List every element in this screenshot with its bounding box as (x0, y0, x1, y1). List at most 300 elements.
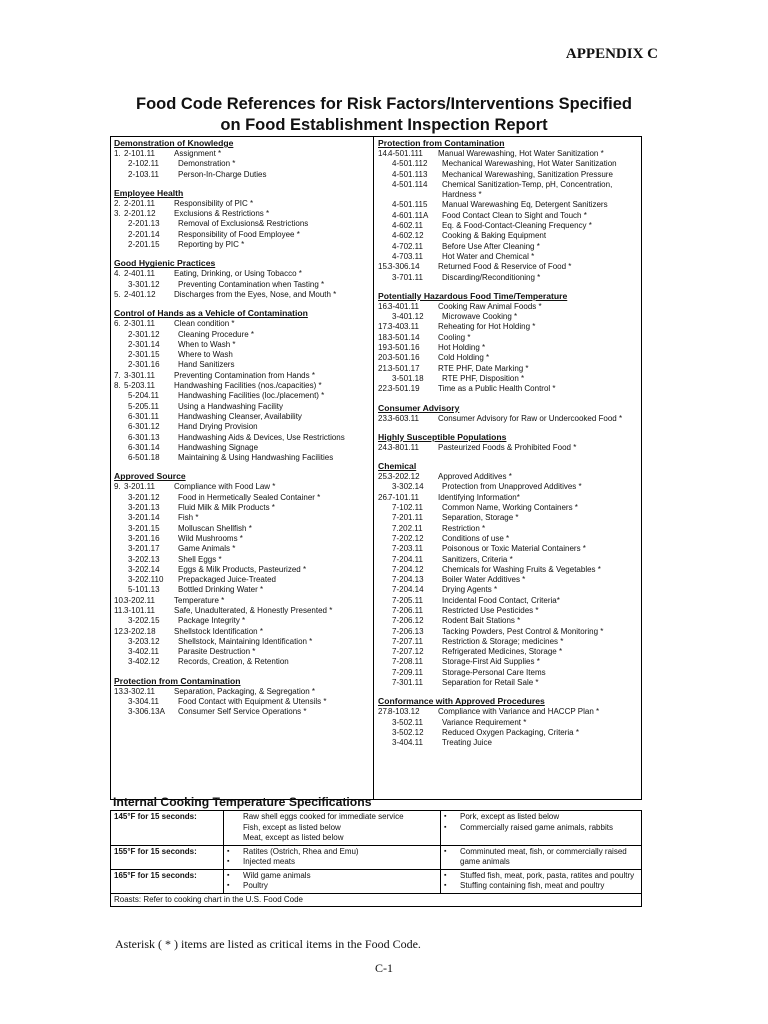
code-reference: 3-201.13 (128, 503, 160, 513)
reference-row (114, 391, 373, 401)
reference-description: Approved Additives * (438, 472, 512, 482)
reference-row (114, 433, 373, 443)
reference-description: Food in Hermetically Sealed Container * (178, 492, 321, 502)
code-reference: 7-204.13 (392, 575, 424, 585)
reference-description: Responsibility of Food Employee * (178, 229, 300, 239)
temp-middle-cell (224, 811, 441, 846)
temp-list-item (444, 823, 638, 834)
reference-row (378, 252, 641, 262)
reference-row (114, 482, 373, 492)
reference-row (114, 170, 373, 180)
reference-row (114, 360, 373, 370)
code-reference: 3-202.12 (388, 472, 420, 482)
reference-row (378, 627, 641, 637)
section-heading: Protection from Contamination (114, 675, 241, 686)
reference-description: Assignment * (174, 149, 222, 158)
code-reference: 2-103.11 (128, 169, 159, 179)
temp-item-text: Raw shell eggs cooked for immediate service (243, 812, 404, 821)
reference-description: Incidental Food Contact, Criteria* (442, 595, 560, 605)
reference-description: Preventing Contamination when Tasting * (178, 279, 325, 289)
reference-description: Safe, Unadulterated, & Honestly Presented * (174, 605, 333, 615)
reference-description: Storage-First Aid Supplies * (442, 657, 540, 667)
reference-description: Storage-Personal Care Items (442, 667, 546, 677)
item-number (378, 211, 392, 221)
reference-description: Separation for Retail Sale * (442, 678, 539, 688)
item-number (114, 513, 128, 523)
reference-row (378, 322, 641, 332)
bullet-icon: ▪ (227, 847, 230, 855)
reference-description: Tacking Powders, Pest Control & Monitoring * (442, 626, 604, 636)
code-reference: 4-601.11A (392, 210, 429, 220)
reference-row (114, 575, 373, 585)
reference-row (378, 472, 641, 482)
item-number: 22. (378, 384, 390, 394)
reference-row (114, 534, 373, 544)
reference-row (114, 402, 373, 412)
code-reference: 6-301.14 (128, 442, 160, 452)
reference-description: Records, Creation, & Retention (178, 657, 289, 667)
reference-row (114, 544, 373, 554)
item-number: 6. (114, 319, 121, 329)
reference-row (114, 647, 373, 657)
code-reference: 5-203.11 (124, 381, 155, 391)
item-number: 27. (378, 707, 390, 717)
reference-row (378, 242, 641, 252)
code-reference: 3-301.12 (128, 279, 160, 289)
reference-row (378, 443, 641, 453)
item-number: 18. (378, 332, 390, 342)
temp-list (227, 871, 437, 892)
code-reference: 2-201.14 (128, 229, 160, 239)
reference-row (114, 513, 373, 523)
reference-row (114, 503, 373, 513)
temp-item-text: Poultry (243, 881, 268, 890)
section-heading: Employee Health (114, 187, 184, 198)
reference-row (378, 728, 641, 738)
item-number (114, 534, 128, 544)
reference-description: Hot Water and Chemical * (442, 251, 535, 261)
item-number: 26. (378, 492, 390, 502)
reference-description: Protection from Unapproved Additives * (442, 482, 582, 492)
item-number (378, 200, 392, 210)
code-reference: 3-701.11 (392, 272, 423, 282)
code-reference: 3-201.15 (128, 523, 160, 533)
item-number (114, 412, 128, 422)
item-number (378, 637, 392, 647)
temp-list-item (227, 847, 437, 858)
item-number (114, 170, 128, 180)
reference-row (378, 657, 641, 667)
section-heading: Control of Hands as a Vehicle of Contamination (114, 308, 308, 319)
reference-row (378, 482, 641, 492)
reference-description: Discarding/Reconditioning * (442, 272, 541, 282)
code-reference: 6-301.13 (128, 432, 160, 442)
bullet-icon: ▪ (444, 882, 447, 889)
reference-row (378, 312, 641, 322)
reference-description: Demonstration * (178, 159, 236, 169)
item-number (114, 159, 128, 169)
code-reference: 7-206.13 (392, 626, 424, 636)
item-number (378, 231, 392, 241)
code-reference: 3-101.11 (124, 605, 155, 615)
temp-list-item (227, 881, 437, 892)
cooking-temp-heading: Internal Cooking Temperature Specifications (113, 795, 372, 809)
reference-description: Handwashing Facilities (nos./capacities) * (174, 381, 322, 391)
reference-row (378, 524, 641, 534)
code-reference: 3-801.11 (388, 442, 419, 452)
item-number (114, 330, 128, 340)
code-reference: 2-101.11 (124, 149, 155, 158)
code-reference: 4-501.112 (392, 159, 428, 169)
section (378, 461, 641, 688)
code-reference: 7-204.12 (392, 564, 424, 574)
item-number: 7. (114, 370, 121, 380)
item-number: 19. (378, 343, 390, 353)
reference-row (114, 330, 373, 340)
temp-right-cell (441, 869, 642, 893)
section (114, 258, 373, 300)
reference-description: Common Name, Working Containers * (442, 503, 578, 513)
reference-description: Compliance with Variance and HACCP Plan * (438, 707, 600, 717)
reference-row (378, 302, 641, 312)
reference-description: Before Use After Cleaning * (442, 241, 540, 251)
reference-description: Cooling * (438, 332, 471, 342)
code-reference: 2-301.14 (128, 339, 160, 349)
item-number (378, 513, 392, 523)
temp-label: 165°F for 15 seconds: (111, 869, 224, 893)
code-reference: 7-209.11 (392, 667, 423, 677)
code-reference: 6-301.12 (128, 422, 160, 432)
reference-row (378, 503, 641, 513)
item-number (378, 647, 392, 657)
reference-description: Cooking Raw Animal Foods * (438, 301, 542, 311)
item-number (378, 657, 392, 667)
reference-description: Eating, Drinking, or Using Tobacco * (174, 269, 302, 279)
code-reference: 3-202.11 (124, 595, 155, 605)
bullet-spacer (227, 823, 243, 834)
code-reference: 4-703.11 (392, 251, 423, 261)
reference-description: Identifying Information* (438, 492, 520, 502)
reference-description: Refrigerated Medicines, Storage * (442, 647, 563, 657)
code-reference: 5-204.11 (128, 391, 159, 401)
bullet-icon: ▪ (227, 858, 230, 865)
reference-description: Food Contact with Equipment & Utensils * (178, 697, 327, 707)
reference-row (114, 230, 373, 240)
item-number: 13. (114, 686, 126, 696)
item-number (114, 453, 128, 463)
temp-item-text: Fish, except as listed below (243, 822, 341, 832)
item-number (378, 180, 392, 201)
item-number (378, 170, 392, 180)
code-reference: 7-201.11 (392, 513, 423, 523)
section-heading: Conformance with Approved Procedures (378, 696, 545, 707)
reference-description: Eq. & Food-Contact-Cleaning Frequency * (442, 221, 592, 231)
code-reference: 2-301.11 (124, 319, 155, 329)
reference-description: Cleaning Procedure * (178, 329, 255, 339)
code-reference: 3-304.11 (128, 697, 159, 707)
reference-row (114, 350, 373, 360)
section (378, 403, 641, 424)
reference-row (114, 371, 373, 381)
temp-list-item (227, 823, 437, 834)
reference-row (378, 678, 641, 688)
code-reference: 3-302.11 (124, 686, 155, 696)
reference-description: Reporting by PIC * (178, 240, 245, 250)
temp-label: 155°F for 15 seconds: (111, 845, 224, 869)
temp-row (111, 845, 642, 869)
code-reference: 7-202.12 (392, 533, 424, 543)
temp-label: 145°F for 15 seconds: (111, 811, 224, 846)
reference-description: Manual Warewashing Eq, Detergent Sanitizers (442, 200, 608, 210)
temp-list-item (444, 871, 638, 882)
reference-row (114, 199, 373, 209)
code-reference: 3-203.12 (128, 636, 160, 646)
reference-row (378, 534, 641, 544)
reference-row (114, 606, 373, 616)
section (378, 432, 641, 453)
item-number: 14. (378, 149, 390, 158)
item-number (114, 391, 128, 401)
reference-description: Conditions of use * (442, 533, 510, 543)
code-reference: 3-202.110 (128, 575, 164, 585)
item-number: 2. (114, 198, 121, 208)
section-heading: Potentially Hazardous Food Time/Temperature (378, 290, 568, 301)
reference-row (114, 443, 373, 453)
cooking-temp-table (110, 810, 642, 907)
temp-middle-cell (224, 869, 441, 893)
temp-list-item (444, 881, 638, 892)
code-reference: 7.202.11 (392, 523, 423, 533)
appendix-label: APPENDIX C (565, 46, 658, 62)
item-number (114, 230, 128, 240)
reference-row (114, 381, 373, 391)
code-reference: 4-501.113 (392, 169, 428, 179)
item-number (114, 503, 128, 513)
reference-row (378, 596, 641, 606)
temp-item-text: Stuffed fish, meat, pork, pasta, ratites and poultry (460, 870, 635, 880)
right-column (373, 137, 641, 799)
temp-list (444, 812, 638, 833)
code-reference: 7-301.11 (392, 678, 423, 688)
reference-row (378, 575, 641, 585)
reference-description: Cooking & Baking Equipment (442, 231, 547, 241)
section (114, 188, 373, 250)
item-number (114, 240, 128, 250)
section-heading: Chemical (378, 461, 417, 472)
reference-row (378, 637, 641, 647)
item-number (114, 402, 128, 412)
reference-description: Fish * (178, 513, 199, 523)
code-reference: 7-204.11 (392, 554, 423, 564)
temp-row (111, 811, 642, 846)
reference-description: When to Wash * (178, 339, 236, 349)
reference-row (114, 269, 373, 279)
code-reference: 5-205.11 (128, 401, 159, 411)
bullet-icon: ▪ (227, 882, 230, 889)
asterisk-note: Asterisk ( * ) items are listed as critical items in the Food Code. (115, 937, 421, 951)
temp-list (227, 812, 437, 844)
code-reference: 2-301.15 (128, 350, 160, 360)
code-reference: 7-102.11 (392, 503, 423, 513)
reference-description: Bottled Drinking Water * (178, 585, 264, 595)
reference-row (114, 565, 373, 575)
reference-row (378, 555, 641, 565)
code-reference: 3-501.17 (388, 363, 420, 373)
reference-row (378, 374, 641, 384)
code-reference: 7-203.11 (392, 544, 423, 554)
reference-description: Food Contact Clean to Sight and Touch * (442, 210, 587, 220)
code-reference: 6-301.11 (128, 411, 159, 421)
reference-row (378, 493, 641, 503)
reference-row (114, 209, 373, 219)
code-reference: 3-306.14 (388, 262, 420, 272)
code-reference: 3-201.12 (128, 492, 160, 502)
reference-row (114, 240, 373, 250)
reference-description: Handwashing Facilities (loc./placement) * (178, 391, 325, 401)
code-reference: 2-301.12 (128, 329, 160, 339)
item-number (378, 565, 392, 575)
reference-description: Restricted Use Pesticides * (442, 605, 539, 615)
item-number (378, 738, 392, 748)
item-number (114, 707, 128, 717)
code-reference: 3-202.13 (128, 554, 160, 564)
reference-row (114, 627, 373, 637)
reference-row (114, 637, 373, 647)
reference-description: Temperature * (174, 595, 225, 605)
item-number (378, 482, 392, 492)
reference-description: Pasteurized Foods & Prohibited Food * (438, 442, 577, 452)
roasts-row (111, 893, 642, 907)
bullet-spacer (227, 833, 243, 844)
reference-description: Prepackaged Juice-Treated (178, 575, 276, 585)
item-number (114, 616, 128, 626)
reference-description: Wild Mushrooms * (178, 533, 243, 543)
temp-row (111, 869, 642, 893)
section (378, 696, 641, 748)
code-reference: 4-602.11 (392, 221, 423, 231)
item-number: 8. (114, 381, 121, 391)
reference-description: Handwashing Signage (178, 442, 259, 452)
reference-description: Maintaining & Using Handwashing Facilities (178, 453, 334, 463)
reference-description: Preventing Contamination from Hands * (174, 370, 315, 380)
reference-description: Restriction * (442, 523, 486, 533)
item-number (378, 374, 392, 384)
item-number (114, 443, 128, 453)
item-number (378, 668, 392, 678)
item-number (114, 637, 128, 647)
reference-description: Person-In-Charge Duties (178, 169, 267, 179)
reference-row (378, 384, 641, 394)
reference-row (114, 697, 373, 707)
item-number (114, 697, 128, 707)
reference-description: Consumer Advisory for Raw or Undercooked Food * (438, 413, 623, 423)
reference-row (378, 273, 641, 283)
reference-row (378, 718, 641, 728)
item-number (114, 340, 128, 350)
item-number: 10. (114, 595, 126, 605)
reference-row (114, 585, 373, 595)
item-number: 4. (114, 269, 121, 279)
item-number: 25. (378, 472, 390, 482)
reference-row (114, 219, 373, 229)
code-reference: 3-501.16 (388, 343, 420, 353)
item-number (378, 627, 392, 637)
reference-description: Chemicals for Washing Fruits & Vegetables * (442, 564, 601, 574)
code-reference: 3-404.11 (392, 738, 423, 748)
reference-row (378, 200, 641, 210)
code-reference: 3-201.14 (128, 513, 160, 523)
code-reference: 3-202.15 (128, 616, 160, 626)
reference-description: Rodent Bait Stations * (442, 616, 521, 626)
title-line: Food Code References for Risk Factors/Interventions Specified (135, 95, 633, 113)
item-number (114, 280, 128, 290)
temp-list-item (227, 871, 437, 882)
temp-list (227, 847, 437, 868)
item-number (378, 678, 392, 688)
reference-description: Shellstock, Maintaining Identification * (178, 636, 313, 646)
reference-row (378, 353, 641, 363)
item-number (114, 350, 128, 360)
reference-description: Hand Drying Provision (178, 422, 258, 432)
reference-description: Boiler Water Additives * (442, 575, 526, 585)
item-number (114, 555, 128, 565)
code-reference: 2-201.12 (124, 209, 156, 219)
code-reference: 2-401.11 (124, 269, 155, 279)
code-reference: 3-401.12 (392, 312, 424, 322)
item-number (378, 242, 392, 252)
reference-row (378, 159, 641, 169)
item-number: 20. (378, 353, 390, 363)
item-number: 3. (114, 209, 121, 219)
title-line: on Food Establishment Inspection Report (220, 116, 548, 134)
item-number (378, 585, 392, 595)
section (378, 291, 641, 395)
bullet-icon: ▪ (444, 823, 447, 831)
reference-row (114, 616, 373, 626)
item-number: 15. (378, 262, 390, 272)
reference-description: Clean condition * (174, 319, 235, 329)
reference-row (114, 493, 373, 503)
code-reference: 2-201.11 (124, 198, 155, 208)
item-number: 24. (378, 442, 390, 452)
reference-description: Returned Food & Reservice of Food * (438, 262, 572, 272)
reference-row (114, 524, 373, 534)
reference-row (114, 596, 373, 606)
reference-description: Shell Eggs * (178, 554, 222, 564)
reference-description: Removal of Exclusions& Restrictions (178, 219, 309, 229)
temp-right-cell (441, 845, 642, 869)
item-number (378, 575, 392, 585)
temp-list-item (227, 857, 437, 868)
reference-row (114, 340, 373, 350)
reference-row (378, 738, 641, 748)
reference-description: Reduced Oxygen Packaging, Criteria * (442, 727, 579, 737)
code-reference: 3-202.18 (124, 626, 156, 636)
code-reference: 3-201.16 (128, 533, 160, 543)
item-number (114, 544, 128, 554)
code-reference: 3-302.14 (392, 482, 424, 492)
temp-list-item (444, 812, 638, 823)
reference-description: Responsibility of PIC * (174, 198, 254, 208)
reference-description: Cold Holding * (438, 353, 490, 363)
reference-description: Package Integrity * (178, 616, 246, 626)
page-number: C-1 (375, 961, 393, 975)
section (114, 308, 373, 463)
reference-description: Separation, Packaging, & Segregation * (174, 686, 315, 696)
reference-description: Mechanical Warewashing, Hot Water Sanitization (442, 159, 617, 169)
section (114, 138, 373, 180)
item-number: 9. (114, 482, 121, 492)
